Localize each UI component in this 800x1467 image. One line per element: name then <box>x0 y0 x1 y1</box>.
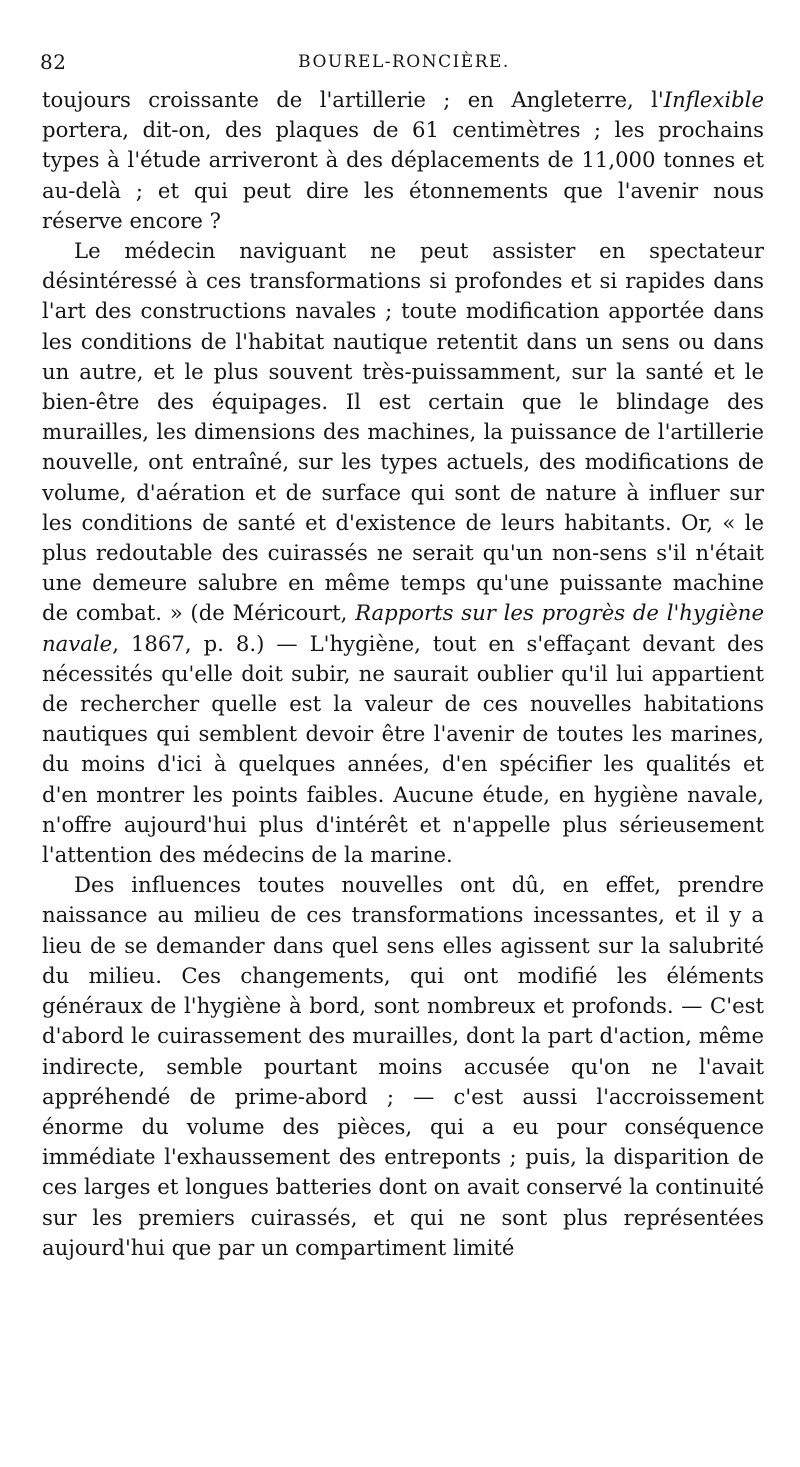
running-header <box>40 50 768 80</box>
page-number: 82 <box>40 50 67 74</box>
citation-title: Rapports sur les progrès de l'hygiène navale <box>42 600 764 656</box>
paragraph-2-text-a: Le médecin naviguant ne peut assister en spectateur désintéressé à ces transformations si profondes et si rapides dans l'art des constructions navales ; toute modification apportée dans les conditions de l'habitat nautique retentit dans un sens ou dans un autre, et le plus souvent très-puissamment, sur la santé et le bien-être des équipages. Il est certain que le blindage des murailles, les dimensions des machines, la puissance de l'artillerie nouvelle, ont entraîné, sur les types actuels, des modifications de volume, d'aération et de surface qui sont de nature à influer sur les conditions de santé et d'existence de leurs habitants. Or, « le plus redoutable des cuirassés ne serait qu'un non-sens s'il n'était une demeure salubre en même temps qu'une puissante machine de combat. » (de Méricourt, <box>42 238 764 626</box>
ship-name-inflexible: Inflexible <box>663 87 764 112</box>
body-text <box>42 85 764 1263</box>
running-title: BOUREL-RONCIÈRE. <box>298 52 510 72</box>
paragraph-1-text-b: portera, dit-on, des plaques de 61 centimètres ; les prochains types à l'étude arriveront à des déplacements de 11,000 tonnes et au-delà ; et qui peut dire les étonnements que l'avenir nous réserve encore ? <box>42 117 764 233</box>
paragraph-2-text-b: , 1867, p. 8.) — L'hygiène, tout en s'effaçant devant des nécessités qu'elle doit subir, ne saurait oublier qu'il lui appartient de rechercher quelle est la valeur de ces nouvelles habitations nautiques qui semblent devoir être l'avenir de toutes les marines, du moins d'ici à quelques années, d'en spécifier les qualités et d'en montrer les points faibles. Aucune étude, en hygiène navale, n'offre aujourd'hui plus d'intérêt et n'appelle plus sérieusement l'attention des médecins de la marine. <box>42 630 764 868</box>
paragraph-2 <box>42 236 764 870</box>
paragraph-1 <box>42 85 764 236</box>
paragraph-3-text: Des influences toutes nouvelles ont dû, en effet, prendre naissance au milieu de ces transformations incessantes, et il y a lieu de se demander dans quel sens elles agissent sur la salubrité du milieu. Ces changements, qui ont modifié les éléments généraux de l'hygiène à bord, sont nombreux et profonds. — C'est d'abord le cuirassement des murailles, dont la part d'action, même indirecte, semble pourtant moins accusée qu'on ne l'avait appréhendé de prime-abord ; — c'est aussi l'accroissement énorme du volume des pièces, qui a eu pour conséquence immédiate l'exhaussement des entreponts ; puis, la disparition de ces larges et longues batteries dont on avait conservé la continuité sur les premiers cuirassés, et qui ne sont plus représentées aujourd'hui que par un compartiment limité <box>42 872 764 1260</box>
paragraph-1-text-a: toujours croissante de l'artillerie ; en Angleterre, l' <box>42 87 664 112</box>
paragraph-3 <box>42 870 764 1263</box>
